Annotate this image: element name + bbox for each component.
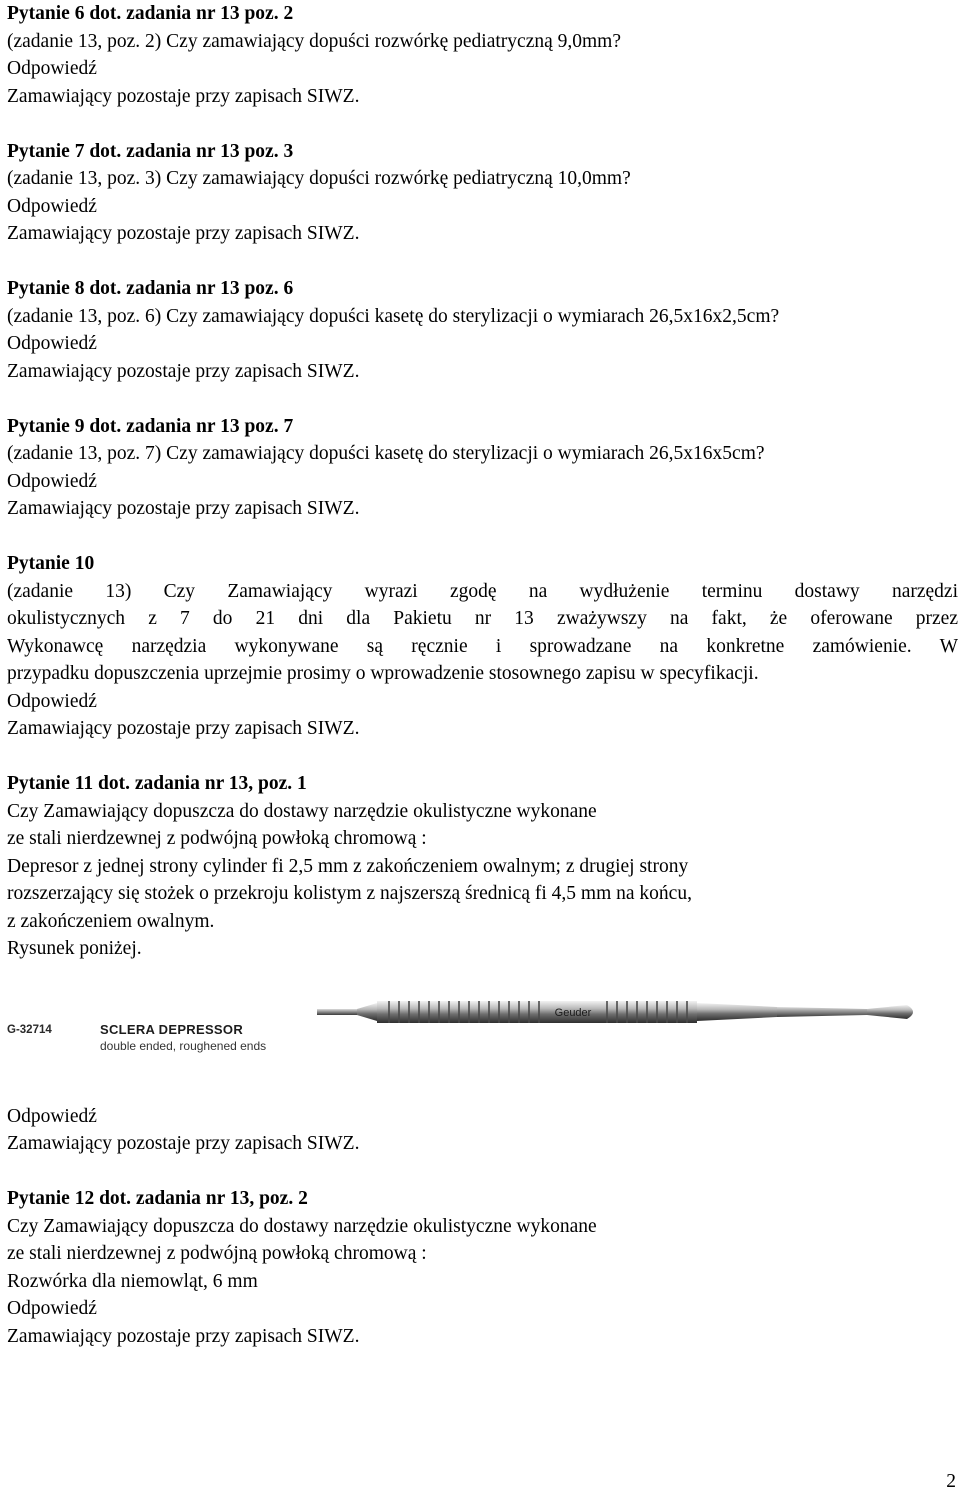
- question-text-line: ze stali nierdzewnej z podwójną powłoką chromową :: [7, 828, 427, 849]
- answer-label: Odpowiedź: [7, 1105, 97, 1127]
- question-8: [7, 275, 958, 385]
- question-text-line: Depresor z jednej strony cylinder fi 2,5 mm z zakończeniem owalnym; z drugiej strony: [7, 855, 689, 877]
- spacer: [7, 523, 958, 551]
- question-text-line: Czy Zamawiający dopuszcza do dostawy narzędzie okulistyczne wykonane: [7, 1215, 597, 1237]
- question-text-line: rozszerzający się stożek o przekroju kolistym z najszerszą średnicą fi 4,5 mm na końcu,: [7, 883, 692, 904]
- question-text-line: z zakończeniem owalnym.: [7, 910, 215, 932]
- page-number: 2: [946, 1471, 956, 1492]
- question-12: [7, 1185, 958, 1350]
- sclera-depressor-image: [307, 979, 922, 1039]
- question-7: [7, 138, 958, 248]
- question-text-line: (zadanie 13) Czy Zamawiający wyrazi zgodę na wydłużenie terminu dostawy narzędzi: [7, 580, 958, 602]
- question-6: [7, 0, 958, 110]
- spacer: [7, 248, 958, 276]
- question-text-line: Rozwórka dla niemowląt, 6 mm: [7, 1270, 258, 1292]
- question-text: (zadanie 13, poz. 6) Czy zamawiający dopuści kasetę do sterylizacji o wymiarach 26,5x16x2,5cm?: [7, 305, 780, 327]
- answer-label: Odpowiedź: [7, 333, 97, 354]
- question-text-line: przypadku dopuszczenia uprzejmie prosimy o wprowadzenie stosownego zapisu w specyfikacji.: [7, 663, 759, 684]
- spacer: [7, 1158, 958, 1186]
- answer-text: Zamawiający pozostaje przy zapisach SIWZ.: [7, 718, 360, 739]
- spacer: [7, 110, 958, 138]
- question-title: Pytanie 7 dot. zadania nr 13 poz. 3: [7, 140, 294, 162]
- product-subtitle: double ended, roughened ends: [100, 1038, 267, 1053]
- answer-label: Odpowiedź: [7, 690, 97, 712]
- product-code: G-32714: [7, 1023, 52, 1036]
- sclera-depressor-figure: [7, 993, 958, 1103]
- question-title: Pytanie 6 dot. zadania nr 13 poz. 2: [7, 3, 294, 24]
- question-title: Pytanie 9 dot. zadania nr 13 poz. 7: [7, 415, 294, 437]
- flared-tip: [867, 1005, 913, 1019]
- answer-label: Odpowiedź: [7, 58, 97, 79]
- answer-text: Zamawiający pozostaje przy zapisach SIWZ.: [7, 1325, 360, 1347]
- document-page: [7, 0, 958, 1350]
- question-text-line: Rysunek poniżej.: [7, 938, 142, 959]
- answer-text: Zamawiający pozostaje przy zapisach SIWZ.: [7, 85, 360, 107]
- spacer: [7, 743, 958, 771]
- question-text: (zadanie 13, poz. 2) Czy zamawiający dopuści rozwórkę pediatryczną 9,0mm?: [7, 30, 621, 52]
- question-title: Pytanie 12 dot. zadania nr 13, poz. 2: [7, 1188, 308, 1209]
- thin-tip: [317, 1009, 357, 1015]
- question-text: (zadanie 13, poz. 3) Czy zamawiający dopuści rozwórkę pediatryczną 10,0mm?: [7, 168, 631, 189]
- question-text-line: okulistycznych z 7 do 21 dni dla Pakietu nr 13 zważywszy na fakt, że oferowane przez: [7, 608, 958, 629]
- answer-text: Zamawiający pozostaje przy zapisach SIWZ.: [7, 498, 360, 519]
- question-text-line: Wykonawcę narzędzia wykonywane są ręcznie i sprowadzane na konkretne zamówienie. W: [7, 635, 958, 657]
- answer-label: Odpowiedź: [7, 470, 97, 492]
- question-11: [7, 770, 958, 1158]
- question-title: Pytanie 8 dot. zadania nr 13 poz. 6: [7, 278, 294, 299]
- question-title: Pytanie 10: [7, 553, 95, 574]
- answer-text: Zamawiający pozostaje przy zapisach SIWZ.: [7, 223, 360, 244]
- question-10: [7, 550, 958, 743]
- handle: [377, 1001, 697, 1023]
- question-text-line: Czy Zamawiający dopuszcza do dostawy narzędzie okulistyczne wykonane: [7, 800, 597, 822]
- question-9: [7, 413, 958, 523]
- answer-label: Odpowiedź: [7, 1298, 97, 1319]
- question-text-line: ze stali nierdzewnej z podwójną powłoką chromową :: [7, 1243, 427, 1264]
- product-name: SCLERA DEPRESSOR: [100, 1021, 244, 1037]
- question-title: Pytanie 11 dot. zadania nr 13, poz. 1: [7, 773, 307, 794]
- answer-label: Odpowiedź: [7, 195, 97, 217]
- answer-text: Zamawiający pozostaje przy zapisach SIWZ.: [7, 1133, 360, 1154]
- spacer: [7, 385, 958, 413]
- answer-text: Zamawiający pozostaje przy zapisach SIWZ.: [7, 360, 360, 382]
- question-text: (zadanie 13, poz. 7) Czy zamawiający dopuści kasetę do sterylizacji o wymiarach 26,5x16x5cm?: [7, 443, 765, 464]
- engraving: Geuder: [554, 1006, 592, 1019]
